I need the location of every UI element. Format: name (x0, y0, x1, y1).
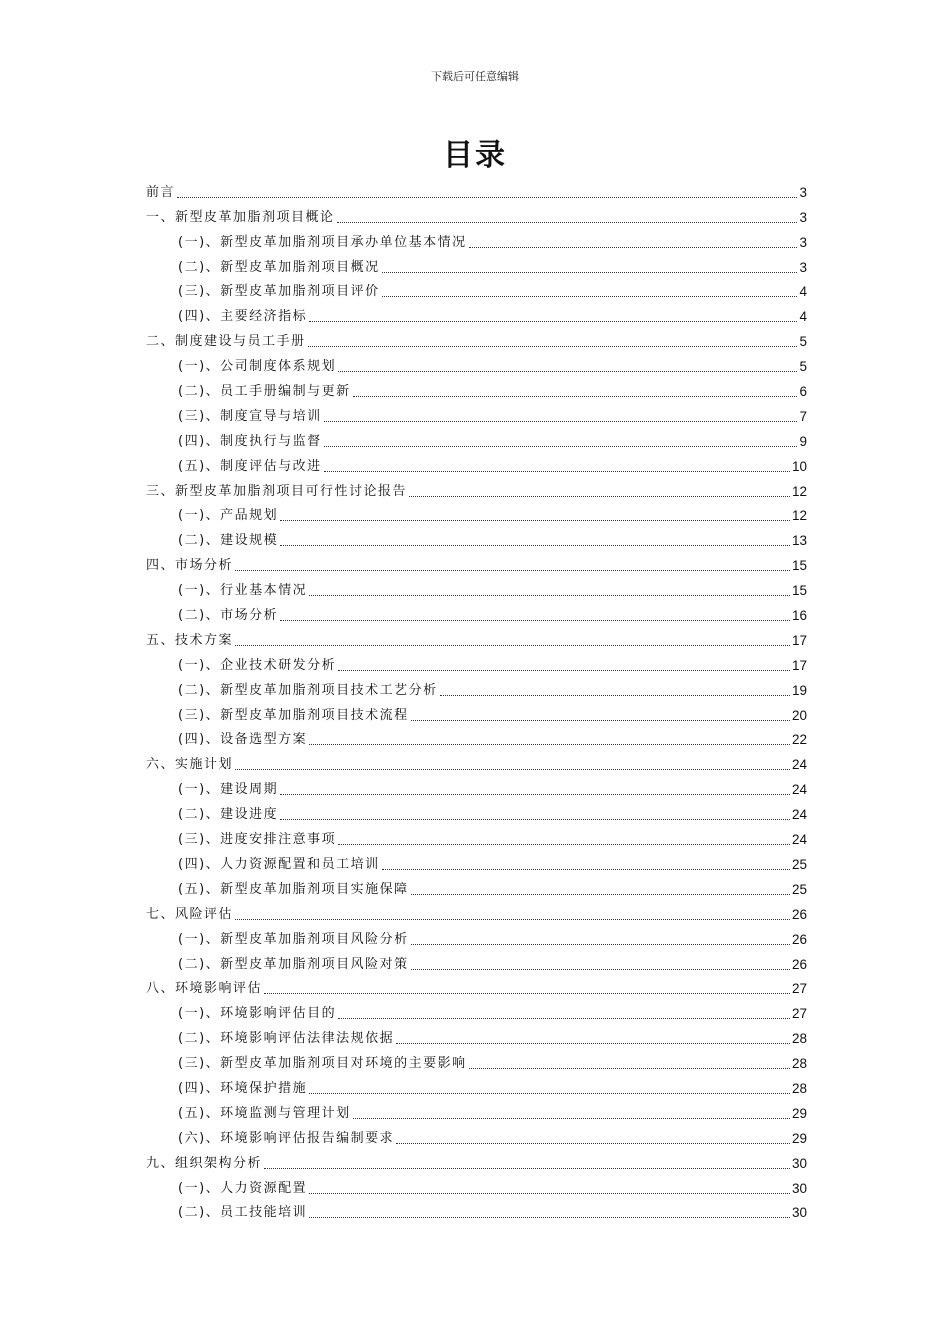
dot-leader (280, 819, 790, 820)
toc-entry[interactable] (146, 1147, 807, 1172)
toc-entry-label: (一)、环境影响评估目的 (178, 1006, 337, 1022)
toc-entry-page-number: 6 (799, 384, 807, 400)
dot-leader (309, 321, 797, 322)
toc-entry-page-number: 4 (799, 309, 807, 325)
dot-leader (309, 1217, 790, 1218)
toc-entry[interactable] (146, 450, 807, 475)
toc-entry[interactable] (146, 524, 807, 549)
toc-entry-page-number: 25 (791, 881, 807, 897)
toc-entry-label: (二)、建设进度 (178, 807, 279, 823)
dot-leader (235, 919, 790, 920)
toc-entry[interactable] (146, 176, 807, 201)
toc-entry-label: (四)、人力资源配置和员工培训 (178, 856, 380, 872)
dot-leader (411, 894, 790, 895)
toc-entry[interactable] (146, 1047, 807, 1072)
toc-entry[interactable] (146, 1072, 807, 1097)
dot-leader (264, 1168, 790, 1169)
toc-entry-label: 一、新型皮革加脂剂项目概论 (146, 209, 335, 225)
toc-entry[interactable] (146, 948, 807, 973)
dot-leader (409, 496, 790, 497)
page-header: 下载后可任意编辑 (431, 70, 519, 83)
dot-leader (280, 620, 790, 621)
dot-leader (469, 1068, 790, 1069)
toc-entry-label: (四)、制度执行与监督 (178, 433, 322, 449)
toc-entry-label: (三)、制度宣导与培训 (178, 408, 322, 424)
dot-leader (280, 545, 790, 546)
toc-entry-page-number: 3 (799, 209, 807, 225)
toc-entry-page-number: 12 (791, 483, 807, 499)
toc-entry-page-number: 17 (791, 632, 807, 648)
toc-entry[interactable] (146, 973, 807, 998)
toc-entry[interactable] (146, 773, 807, 798)
toc-entry-page-number: 27 (791, 1006, 807, 1022)
toc-entry-label: (一)、公司制度体系规划 (178, 359, 337, 375)
toc-entry[interactable] (146, 923, 807, 948)
toc-entry-label: (四)、设备选型方案 (178, 732, 308, 748)
toc-entry[interactable] (146, 823, 807, 848)
toc-entry-page-number: 24 (791, 782, 807, 798)
toc-entry-page-number: 16 (791, 608, 807, 624)
toc-entry-page-number: 30 (791, 1155, 807, 1171)
toc-entry[interactable] (146, 997, 807, 1022)
dot-leader (440, 695, 790, 696)
toc-entry[interactable] (146, 1172, 807, 1197)
dot-leader (235, 645, 790, 646)
toc-entry[interactable] (146, 251, 807, 276)
toc-entry[interactable] (146, 226, 807, 251)
toc-entry[interactable] (146, 400, 807, 425)
dot-leader (309, 1193, 790, 1194)
dot-leader (337, 222, 798, 223)
toc-entry-page-number: 12 (791, 508, 807, 524)
toc-entry-page-number: 13 (791, 533, 807, 549)
toc-entry[interactable] (146, 873, 807, 898)
toc-entry[interactable] (146, 300, 807, 325)
toc-entry[interactable] (146, 624, 807, 649)
dot-leader (396, 1043, 790, 1044)
toc-entry[interactable] (146, 724, 807, 749)
toc-entry[interactable] (146, 1197, 807, 1222)
dot-leader (338, 844, 790, 845)
dot-leader (309, 595, 790, 596)
toc-entry-page-number: 29 (791, 1130, 807, 1146)
toc-entry-label: (一)、新型皮革加脂剂项目承办单位基本情况 (178, 234, 467, 250)
dot-leader (324, 446, 798, 447)
toc-entry-page-number: 3 (799, 259, 807, 275)
dot-leader (324, 421, 798, 422)
dot-leader (280, 520, 790, 521)
toc-entry-label: 六、实施计划 (146, 757, 234, 773)
toc-entry-label: (三)、新型皮革加脂剂项目技术流程 (178, 707, 409, 723)
toc-entry-label: (二)、员工技能培训 (178, 1205, 308, 1221)
toc-entry-label: 三、新型皮革加脂剂项目可行性讨论报告 (146, 483, 408, 499)
toc-entry-label: (五)、环境监测与管理计划 (178, 1105, 351, 1121)
dot-leader (411, 720, 790, 721)
toc-entry-page-number: 9 (799, 433, 807, 449)
dot-leader (280, 794, 790, 795)
dot-leader (308, 346, 798, 347)
toc-entry[interactable] (146, 425, 807, 450)
dot-leader (396, 1143, 790, 1144)
toc-entry-label: (三)、新型皮革加脂剂项目评价 (178, 284, 380, 300)
toc-entry-page-number: 28 (791, 1056, 807, 1072)
toc-entry-page-number: 24 (791, 757, 807, 773)
dot-leader (382, 869, 790, 870)
dot-leader (338, 371, 797, 372)
toc-entry[interactable] (146, 898, 807, 923)
toc-entry[interactable] (146, 1022, 807, 1047)
toc-entry-label: (二)、建设规模 (178, 533, 279, 549)
dot-leader (324, 471, 790, 472)
toc-entry-page-number: 15 (791, 558, 807, 574)
toc-entry[interactable] (146, 1097, 807, 1122)
toc-entry-label: 五、技术方案 (146, 632, 234, 648)
toc-entry-page-number: 20 (791, 707, 807, 723)
dot-leader (411, 944, 790, 945)
dot-leader (353, 396, 798, 397)
toc-entry-page-number: 5 (799, 359, 807, 375)
toc-entry[interactable] (146, 848, 807, 873)
toc-entry-label: (一)、人力资源配置 (178, 1180, 308, 1196)
toc-entry-page-number: 4 (799, 284, 807, 300)
toc-entry[interactable] (146, 276, 807, 301)
dot-leader (382, 272, 798, 273)
dot-leader (382, 296, 798, 297)
toc-entry-page-number: 22 (791, 732, 807, 748)
toc-entry-label: 二、制度建设与员工手册 (146, 334, 306, 350)
toc-entry-page-number: 25 (791, 856, 807, 872)
table-of-contents (146, 176, 807, 1221)
toc-entry-label: (二)、新型皮革加脂剂项目概况 (178, 259, 380, 275)
dot-leader (411, 969, 790, 970)
toc-entry-page-number: 3 (799, 234, 807, 250)
toc-entry[interactable] (146, 350, 807, 375)
toc-entry[interactable] (146, 674, 807, 699)
toc-entry-label: (一)、产品规划 (178, 508, 279, 524)
toc-entry[interactable] (146, 375, 807, 400)
toc-entry-page-number: 26 (791, 906, 807, 922)
toc-entry-page-number: 26 (791, 931, 807, 947)
toc-entry[interactable] (146, 748, 807, 773)
toc-entry-page-number: 15 (791, 583, 807, 599)
toc-entry-page-number: 24 (791, 832, 807, 848)
toc-entry-label: (二)、新型皮革加脂剂项目技术工艺分析 (178, 682, 438, 698)
toc-entry-page-number: 29 (791, 1105, 807, 1121)
toc-entry-page-number: 3 (799, 184, 807, 200)
toc-entry-label: (二)、员工手册编制与更新 (178, 384, 351, 400)
toc-entry-page-number: 10 (791, 458, 807, 474)
toc-entry-label: 八、环境影响评估 (146, 981, 263, 997)
toc-entry[interactable] (146, 475, 807, 500)
toc-entry-label: 前言 (146, 184, 176, 200)
toc-entry-page-number: 28 (791, 1031, 807, 1047)
dot-leader (338, 670, 790, 671)
toc-entry-page-number: 27 (791, 981, 807, 997)
toc-entry-label: (二)、环境影响评估法律法规依据 (178, 1031, 395, 1047)
toc-entry-label: (四)、主要经济指标 (178, 309, 308, 325)
toc-entry-page-number: 30 (791, 1180, 807, 1196)
toc-entry-label: (五)、新型皮革加脂剂项目实施保障 (178, 881, 409, 897)
dot-leader (309, 1093, 790, 1094)
toc-entry[interactable] (146, 649, 807, 674)
dot-leader (264, 993, 790, 994)
toc-entry[interactable] (146, 798, 807, 823)
toc-title: 目录 (443, 138, 507, 173)
dot-leader (235, 769, 790, 770)
dot-leader (309, 744, 790, 745)
toc-entry-label: (四)、环境保护措施 (178, 1080, 308, 1096)
toc-entry-label: (一)、行业基本情况 (178, 583, 308, 599)
toc-entry-page-number: 5 (799, 334, 807, 350)
dot-leader (353, 1118, 790, 1119)
toc-entry[interactable] (146, 1122, 807, 1147)
toc-entry-page-number: 7 (799, 408, 807, 424)
toc-entry-label: 四、市场分析 (146, 558, 234, 574)
dot-leader (177, 197, 797, 198)
toc-entry-page-number: 17 (791, 657, 807, 673)
toc-entry-label: (一)、建设周期 (178, 782, 279, 798)
toc-entry-label: (一)、新型皮革加脂剂项目风险分析 (178, 931, 409, 947)
dot-leader (338, 1018, 790, 1019)
toc-entry-page-number: 28 (791, 1080, 807, 1096)
toc-entry-label: (三)、进度安排注意事项 (178, 832, 337, 848)
dot-leader (235, 570, 790, 571)
toc-entry-label: 九、组织架构分析 (146, 1155, 263, 1171)
toc-entry-label: (一)、企业技术研发分析 (178, 657, 337, 673)
toc-entry-label: 七、风险评估 (146, 906, 234, 922)
toc-entry[interactable] (146, 500, 807, 525)
toc-entry-label: (三)、新型皮革加脂剂项目对环境的主要影响 (178, 1056, 467, 1072)
toc-entry[interactable] (146, 574, 807, 599)
toc-entry-label: (二)、新型皮革加脂剂项目风险对策 (178, 956, 409, 972)
toc-entry[interactable] (146, 325, 807, 350)
toc-entry-label: (六)、环境影响评估报告编制要求 (178, 1130, 395, 1146)
toc-entry-page-number: 26 (791, 956, 807, 972)
toc-entry-page-number: 30 (791, 1205, 807, 1221)
toc-entry-label: (二)、市场分析 (178, 608, 279, 624)
toc-entry-page-number: 19 (791, 682, 807, 698)
dot-leader (469, 247, 798, 248)
toc-entry[interactable] (146, 699, 807, 724)
toc-entry[interactable] (146, 599, 807, 624)
toc-entry[interactable] (146, 201, 807, 226)
toc-entry-page-number: 24 (791, 807, 807, 823)
toc-entry-label: (五)、制度评估与改进 (178, 458, 322, 474)
toc-entry[interactable] (146, 549, 807, 574)
